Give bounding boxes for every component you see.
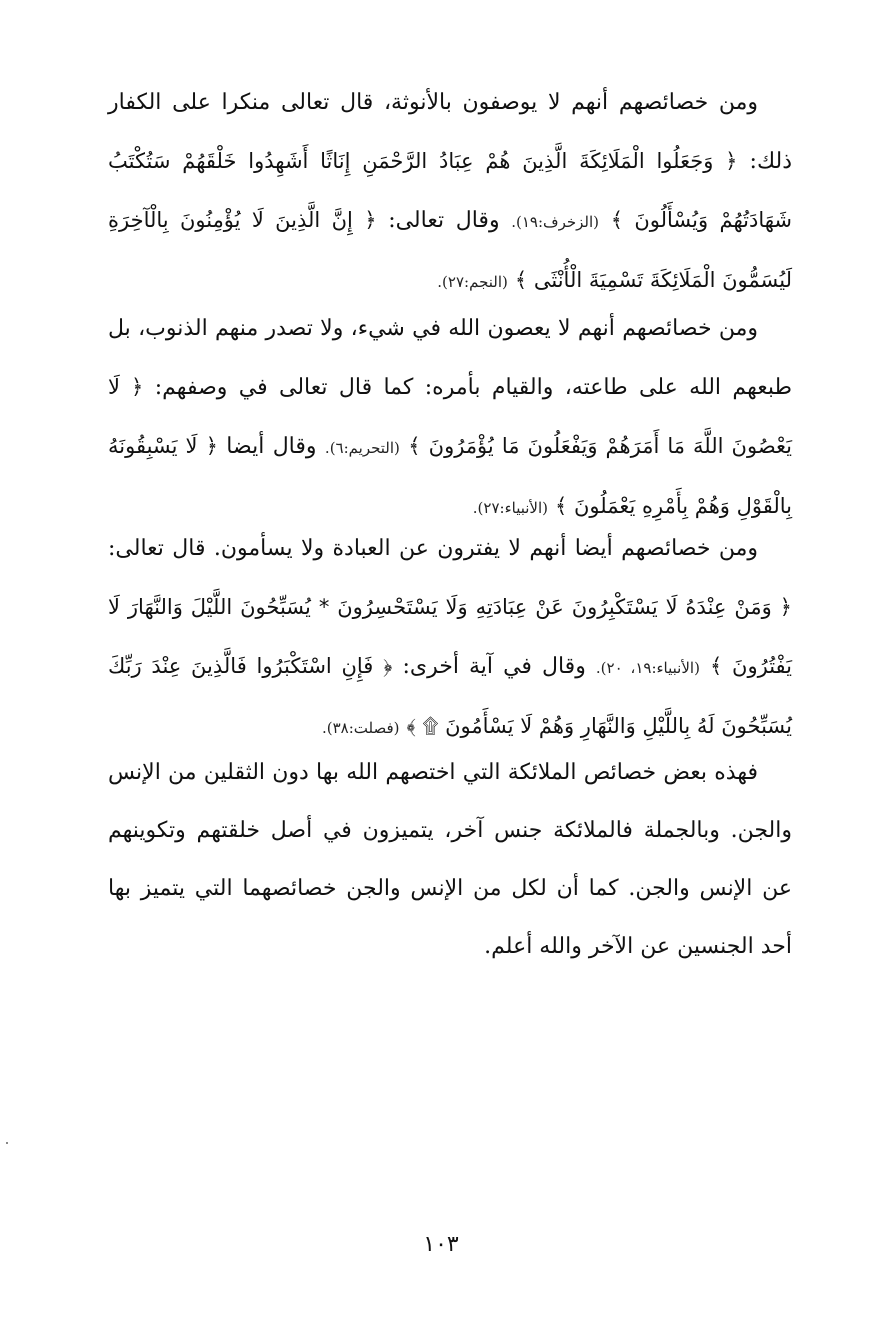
quran-verse: ﴿ لَا يَعْصُونَ اللَّهَ مَا أَمَرَهُمْ وَيَفْعَلُونَ مَا يُؤْمَرُونَ ﴾ [108, 375, 793, 458]
quran-verse: ﴿ وَمَنْ عِنْدَهُ لَا يَسْتَكْبِرُونَ عَنْ عِبَادَتِهِ وَلَا يَسْتَحْسِرُونَ * يُسَبِّحُونَ اللَّيْلَ وَالنَّهَارَ لَا يَفْتُرُونَ ﴾ [108, 595, 792, 678]
paragraph-conclusion [108, 744, 792, 976]
paragraph-body [108, 74, 792, 311]
quran-verse: ﴿ لَا يَسْبِقُونَهُ بِالْقَوْلِ وَهُمْ بِأَمْرِهِ يَعْمَلُونَ ﴾ [108, 434, 792, 518]
paragraph-body [108, 520, 792, 757]
verse-reference: (الأنبياء:١٩، ٢٠). [595, 659, 700, 677]
paragraph-intro: ومن خصائصهم أنهم لا يوصفون بالأنوثة، قال تعالى منكرا على الكفار ذلك: [108, 90, 792, 174]
paragraph-angels-not-female [108, 74, 792, 311]
verse-reference: (فصلت:٣٨). [321, 719, 400, 737]
paragraph-angels-obedient [108, 300, 792, 537]
page-number: ١٠٣ [423, 1232, 459, 1257]
verse-reference: (النجم:٢٧). [437, 273, 508, 291]
verse-reference: (التحريم:٦). [324, 439, 400, 457]
paragraph-intro: ومن خصائصهم أنهم لا يعصون الله في شيء، ولا تصدر منهم الذنوب، بل طبعهم الله على طاعته، والقيام بأمره: كما قال تعالى في وصفهم: [108, 316, 792, 400]
paragraph-intro: ومن خصائصهم أيضا أنهم لا يفترون عن العبادة ولا يسأمون. قال تعالى: [108, 536, 758, 561]
verse-reference: (الأنبياء:٢٧). [472, 499, 548, 517]
quran-verse: ﴿ إِنَّ الَّذِينَ لَا يُؤْمِنُونَ بِالْآخِرَةِ لَيُسَمُّونَ الْمَلَائِكَةَ تَسْمِيَةَ الْأُنْثَى ﴾ [108, 208, 792, 292]
connector-text: وقال في آية أخرى: [402, 654, 586, 679]
connector-text: وقال أيضا [226, 434, 317, 459]
paragraph-angels-tireless [108, 520, 792, 757]
scan-speck [6, 1142, 8, 1144]
connector-text: وقال تعالى: [388, 208, 500, 233]
quran-verse: ﴿ فَإِنِ اسْتَكْبَرُوا فَالَّذِينَ عِنْدَ رَبِّكَ يُسَبِّحُونَ لَهُ بِاللَّيْلِ وَالنَّهَارِ وَهُمْ لَا يَسْأَمُونَ ۩ ﴾ [108, 654, 792, 738]
paragraph-body [108, 300, 792, 537]
verse-reference: (الزخرف:١٩). [511, 213, 600, 231]
paragraph-body: فهذه بعض خصائص الملائكة التي اختصهم الله بها دون الثقلين من الإنس والجن. وبالجملة فالملائكة جنس آخر، يتميزون في أصل خلقتهم وتكوينهم عن الإنس والجن. كما أن لكل من الإنس والجن خصائصهما التي يتميز بها أحد الجنسين عن الآخر والله أعلم. [108, 760, 792, 959]
quran-verse: ﴿ وَجَعَلُوا الْمَلَائِكَةَ الَّذِينَ هُمْ عِبَادُ الرَّحْمَنِ إِنَاثًا أَشَهِدُوا خَلْقَهُمْ سَتُكْتَبُ شَهَادَتُهُمْ وَيُسْأَلُونَ ﴾ [108, 149, 793, 232]
